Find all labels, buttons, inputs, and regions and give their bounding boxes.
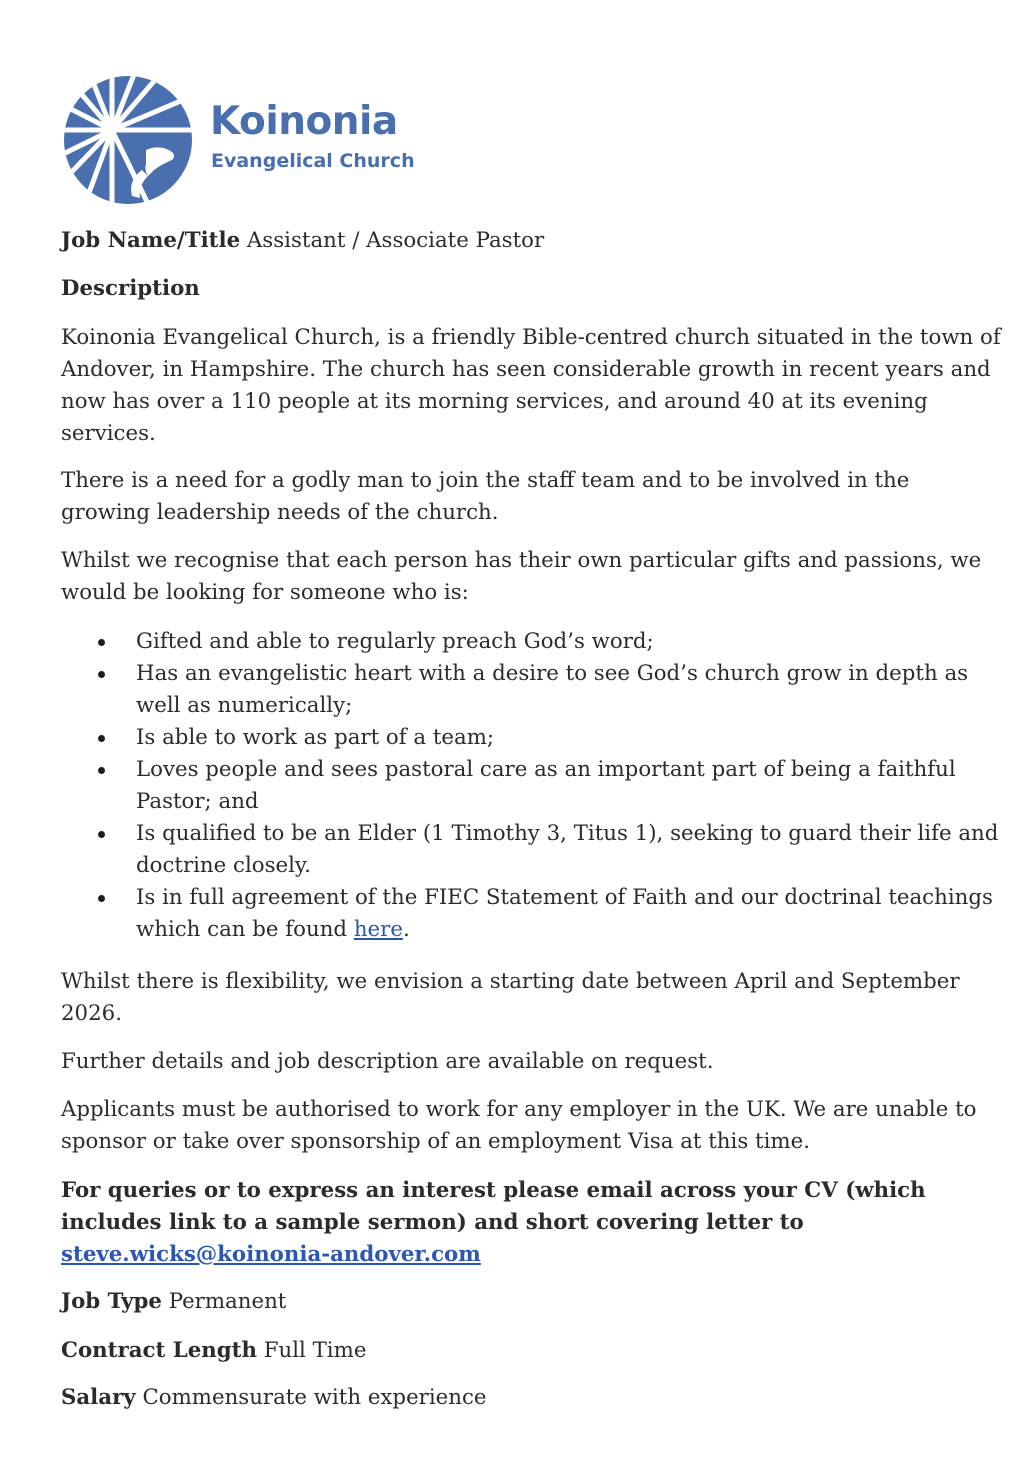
list-item: Has an evangelistic heart with a desire to see God’s church grow in depth as well as numerically; — [61, 658, 1001, 722]
contract-length-value: Full Time — [263, 1338, 367, 1363]
contract-length-line — [61, 1335, 1001, 1367]
start-date-paragraph: Whilst there is flexibility, we envision a starting date between April and September 2026. — [61, 969, 960, 1026]
list-item: Is able to work as part of a team; — [61, 722, 1001, 754]
salary-value: Commensurate with experience — [142, 1385, 487, 1410]
brand-subtitle: Evangelical Church — [211, 150, 415, 172]
job-title-label: Job Name/Title — [61, 228, 241, 253]
brand-name: Koinonia — [210, 99, 398, 144]
list-item: Loves people and sees pastoral care as an important part of being a faithful Pastor; and — [61, 754, 1001, 818]
list-item-text: Is in full agreement of the FIEC Statement of Faith and our doctrinal teachings which can be found — [136, 885, 993, 942]
list-item — [61, 882, 1001, 946]
description-heading: Description — [61, 276, 200, 301]
visa-paragraph: Applicants must be authorised to work for any employer in the UK. We are unable to sponsor or take over sponsorship of an employment Visa at this time. — [61, 1097, 977, 1154]
description-paragraph: There is a need for a godly man to join the staff team and to be involved in the growing leadership needs of the church. — [61, 468, 910, 525]
qualities-list — [61, 626, 1001, 946]
contract-length-label: Contract Length — [61, 1338, 257, 1363]
statement-of-faith-link[interactable]: here — [353, 917, 403, 942]
description-paragraph: Koinonia Evangelical Church, is a friendly Bible-centred church situated in the town of Andover, in Hampshire. The church has seen considerable growth in recent years and now has over a 110 people at its morning services, and around 40 at its evening services. — [61, 325, 1001, 446]
sunburst-cross-icon — [62, 72, 198, 208]
description-paragraph: Whilst we recognise that each person has their own particular gifts and passions, we would be looking for someone who is: — [61, 548, 982, 605]
list-item-end: . — [402, 917, 410, 942]
job-title-line — [61, 225, 1001, 257]
contact-email-link[interactable]: steve.wicks@koinonia-andover.com — [61, 1242, 481, 1267]
list-item: Is qualified to be an Elder (1 Timothy 3, Titus 1), seeking to guard their life and doctrine closely. — [61, 818, 1001, 882]
salary-line — [61, 1382, 1001, 1414]
salary-label: Salary — [61, 1385, 136, 1410]
list-item: Gifted and able to regularly preach God’s word; — [61, 626, 1001, 658]
contact-paragraph — [61, 1175, 1001, 1271]
job-title-value: Assistant / Associate Pastor — [246, 228, 545, 253]
church-logo — [62, 72, 432, 208]
job-type-line — [61, 1286, 1001, 1318]
details-paragraph: Further details and job description are available on request. — [61, 1049, 714, 1074]
job-type-value: Permanent — [168, 1289, 287, 1314]
contact-text: For queries or to express an interest please email across your CV (which includes link to a sample sermon) and short covering letter to — [61, 1178, 926, 1235]
job-type-label: Job Type — [61, 1289, 162, 1314]
